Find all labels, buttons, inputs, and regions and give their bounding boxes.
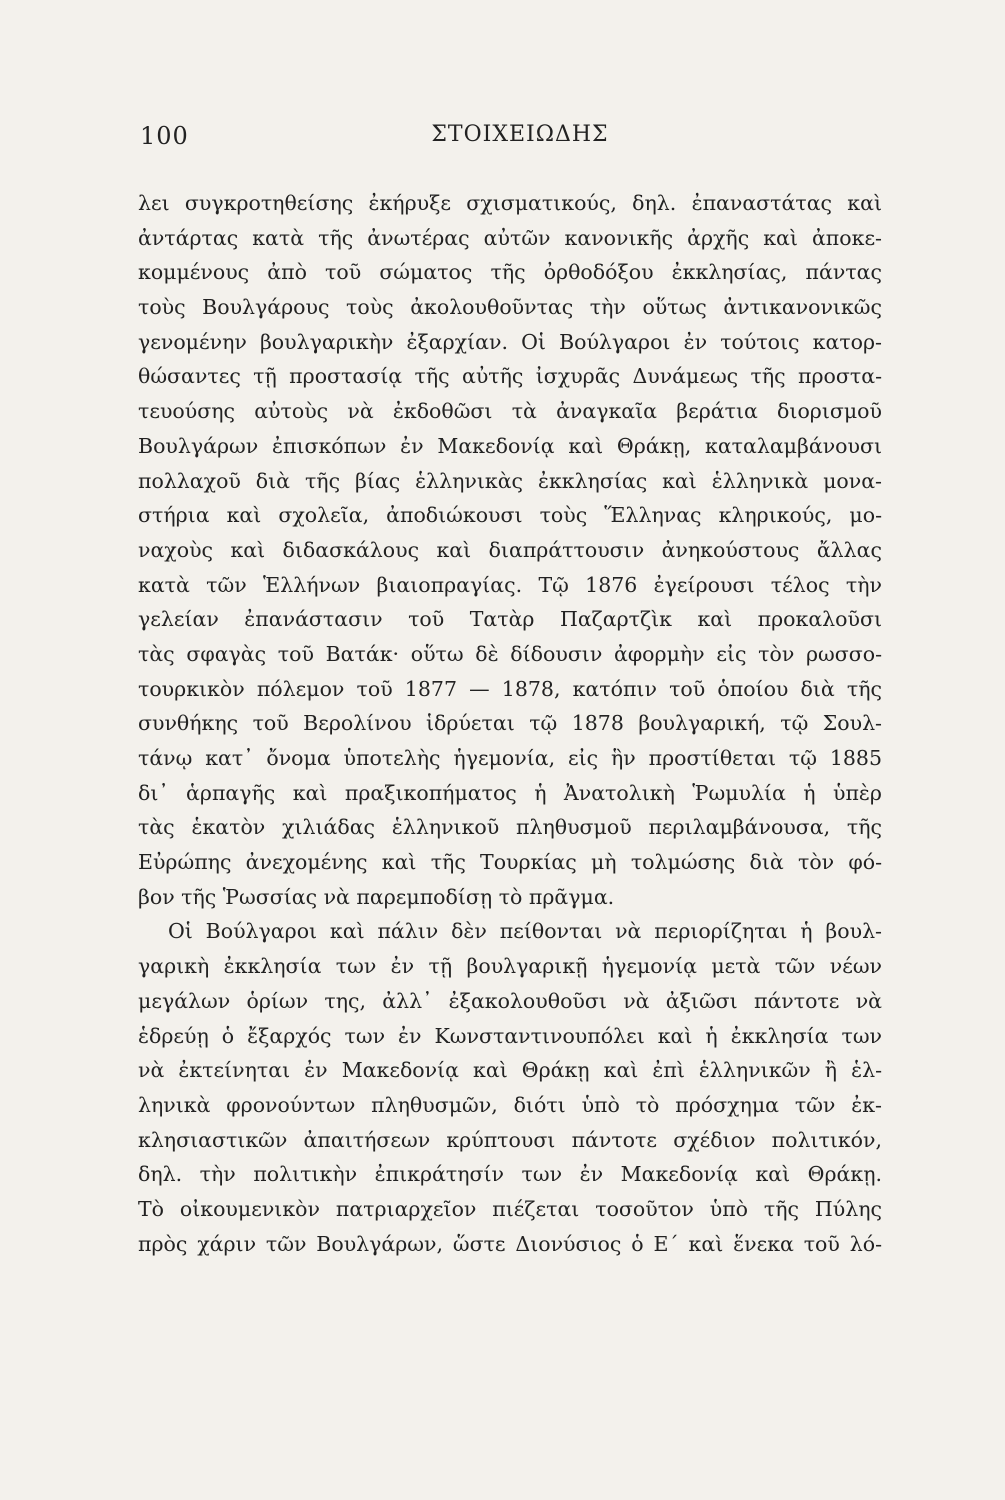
text-line: ἀντάρτας κατὰ τῆς ἀνωτέρας αὐτῶν κανονικῆς ἀρχῆς καὶ ἀποκε- (138, 225, 882, 250)
text-line: πρὸς χάριν τῶν Βουλγάρων, ὥστε Διονύσιος ὁ Ε΄ καὶ ἕνεκα τοῦ λό- (138, 1231, 882, 1256)
text-line: Οἱ Βούλγαροι καὶ πάλιν δὲν πείθονται νὰ περιορίζηται ἡ βουλ- (168, 919, 882, 944)
text-line: τευούσης αὐτοὺς νὰ ἐκδοθῶσι τὰ ἀναγκαῖα βεράτια διορισμοῦ (138, 399, 882, 424)
running-title: ΣΤΟΙΧΕΙΩΔΗΣ (431, 122, 609, 147)
text-line: τὰς σφαγὰς τοῦ Βατάκ· οὕτω δὲ δίδουσιν ἀφορμὴν εἰς τὸν ρωσσο- (138, 641, 882, 666)
text-line: Βουλγάρων ἐπισκόπων ἐν Μακεδονίᾳ καὶ Θράκῃ, καταλαμβάνουσι (138, 433, 882, 458)
text-line: Τὸ οἰκουμενικὸν πατριαρχεῖον πιέζεται τοσοῦτον ὑπὸ τῆς Πύλης (138, 1196, 882, 1221)
text-line: δηλ. τὴν πολιτικὴν ἐπικράτησίν των ἐν Μακεδονίᾳ καὶ Θράκῃ. (138, 1162, 882, 1187)
paragraph-1 (138, 186, 882, 914)
text-line: ναχοὺς καὶ διδασκάλους καὶ διαπράττουσιν ἀνηκούστους ἄλλας (138, 537, 882, 562)
text-line: τάνῳ κατ᾽ ὄνομα ὑποτελὴς ἡγεμονία, εἰς ἣν προστίθεται τῷ 1885 (138, 746, 882, 770)
text-line: λει συγκροτηθείσης ἐκήρυξε σχισματικούς, δηλ. ἐπαναστάτας καὶ (138, 191, 882, 215)
text-line: κατὰ τῶν Ἑλλήνων βιαιοπραγίας. Τῷ 1876 ἐγείρουσι τέλος τὴν (138, 572, 882, 597)
text-line: ἑδρεύῃ ὁ ἔξαρχός των ἐν Κωνσταντινουπόλει καὶ ἡ ἐκκλησία των (138, 1023, 882, 1048)
text-line: τὰς ἑκατὸν χιλιάδας ἑλληνικοῦ πληθυσμοῦ περιλαμβάνουσα, τῆς (138, 815, 882, 840)
page-header (140, 122, 880, 156)
text-line: γενομένην βουλγαρικὴν ἐξαρχίαν. Οἱ Βούλγαροι ἐν τούτοις κατορ- (138, 329, 882, 354)
text-line: νὰ ἐκτείνηται ἐν Μακεδονίᾳ καὶ Θράκῃ καὶ ἐπὶ ἑλληνικῶν ἢ ἑλ- (138, 1058, 882, 1083)
text-line: κομμένους ἀπὸ τοῦ σώματος τῆς ὀρθοδόξου ἐκκλησίας, πάντας (138, 260, 882, 285)
text-line: θώσαντες τῇ προστασίᾳ τῆς αὐτῆς ἰσχυρᾶς Δυνάμεως τῆς προστα- (138, 364, 882, 389)
text-line: στήρια καὶ σχολεῖα, ἀποδιώκουσι τοὺς Ἕλληνας κληρικούς, μο- (138, 503, 882, 528)
text-line: μεγάλων ὁρίων της, ἀλλ᾽ ἐξακολουθοῦσι νὰ ἀξιῶσι πάντοτε νὰ (138, 988, 882, 1013)
text-line: συνθήκης τοῦ Βερολίνου ἱδρύεται τῷ 1878 βουλγαρική, τῷ Σουλ- (138, 711, 882, 736)
text-line: τοὺς Βουλγάρους τοὺς ἀκολουθοῦντας τὴν οὕτως ἀντικανονικῶς (138, 295, 882, 320)
paragraph-2 (138, 914, 882, 1261)
page-number: 100 (140, 122, 189, 150)
text-line: ληνικὰ φρονούντων πληθυσμῶν, διότι ὑπὸ τὸ πρόσχημα τῶν ἐκ- (138, 1092, 882, 1117)
text-line: γαρικὴ ἐκκλησία των ἐν τῇ βουλγαρικῇ ἡγεμονίᾳ μετὰ τῶν νέων (138, 954, 882, 979)
text-line: γελείαν ἐπανάστασιν τοῦ Τατὰρ Παζαρτζὶκ καὶ προκαλοῦσι (138, 607, 882, 632)
body-text (138, 186, 882, 1261)
text-line: τουρκικὸν πόλεμον τοῦ 1877 — 1878, κατόπιν τοῦ ὁποίου διὰ τῆς (138, 676, 882, 701)
text-line: πολλαχοῦ διὰ τῆς βίας ἑλληνικὰς ἐκκλησίας καὶ ἑλληνικὰ μονα- (138, 468, 882, 493)
text-line: δι᾽ ἁρπαγῆς καὶ πραξικοπήματος ἡ Ἀνατολικὴ Ῥωμυλία ἡ ὑπὲρ (138, 780, 882, 805)
text-line: Εὐρώπης ἀνεχομένης καὶ τῆς Τουρκίας μὴ τολμώσης διὰ τὸν φό- (138, 850, 882, 875)
text-line: κλησιαστικῶν ἀπαιτήσεων κρύπτουσι πάντοτε σχέδιον πολιτικόν, (138, 1127, 882, 1152)
text-line: βον τῆς Ῥωσσίας νὰ παρεμποδίσῃ τὸ πρᾶγμα. (138, 884, 615, 909)
